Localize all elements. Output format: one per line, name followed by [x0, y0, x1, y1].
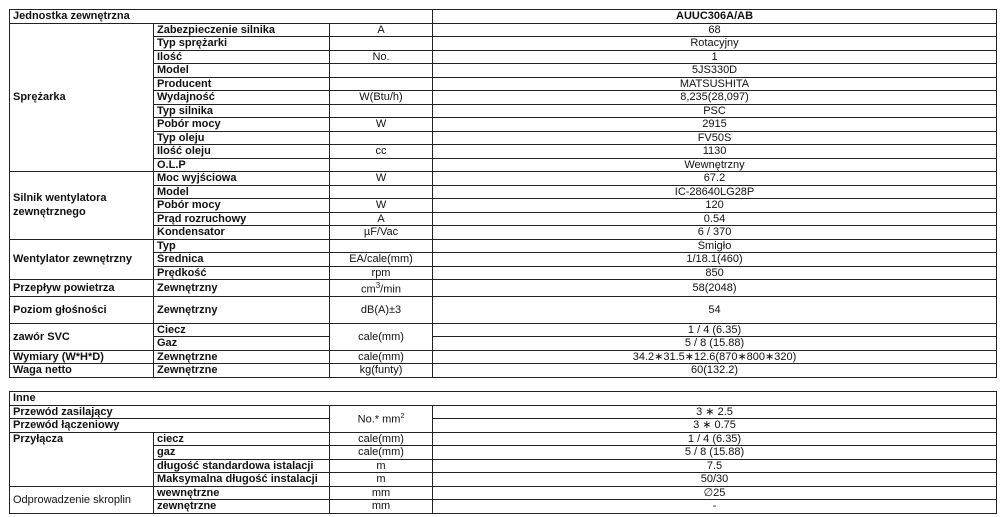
row-label: Maksymalna długość instalacji	[154, 473, 330, 487]
table-row	[10, 199, 997, 213]
table-row	[10, 172, 997, 186]
row-unit: W	[330, 118, 433, 132]
row-unit: cale(mm)	[330, 350, 433, 364]
table-row	[10, 118, 997, 132]
row-unit: No.	[330, 50, 433, 64]
table-row	[10, 145, 997, 159]
row-label: Typ sprężarki	[154, 37, 330, 51]
row-value: 1130	[433, 145, 997, 159]
row-label: Zewnętrzne	[154, 350, 330, 364]
row-value: Rotacyjny	[433, 37, 997, 51]
row-value: 5JS330D	[433, 64, 997, 78]
row-label: Typ silnika	[154, 104, 330, 118]
row-value: Wewnętrzny	[433, 158, 997, 172]
row-value: 3 ∗ 0.75	[433, 419, 997, 433]
row-unit: A	[330, 23, 433, 37]
group-airflow: Przepływ powietrza	[10, 280, 154, 297]
table-row	[10, 185, 997, 199]
table-row	[10, 239, 997, 253]
group-connections: Przyłącza	[10, 432, 154, 486]
table-row	[10, 91, 997, 105]
table-row	[10, 212, 997, 226]
table-header-row	[10, 392, 997, 406]
row-value: 1	[433, 50, 997, 64]
row-label: gaz	[154, 446, 330, 460]
row-value: 58(2048)	[433, 280, 997, 297]
row-value: 50/30	[433, 473, 997, 487]
table-row	[10, 446, 997, 460]
row-label: Zewnętrzne	[154, 364, 330, 378]
row-label: Średnica	[154, 253, 330, 267]
row-value: 3 ∗ 2.5	[433, 405, 997, 419]
row-value: 7.5	[433, 459, 997, 473]
row-unit	[330, 131, 433, 145]
row-unit: mm	[330, 500, 433, 514]
table-row	[10, 158, 997, 172]
row-unit	[330, 239, 433, 253]
row-label: wewnętrzne	[154, 486, 330, 500]
row-unit: m	[330, 459, 433, 473]
row-unit: rpm	[330, 266, 433, 280]
row-unit: m	[330, 473, 433, 487]
row-unit	[330, 185, 433, 199]
row-value: 34.2∗31.5∗12.6(870∗800∗320)	[433, 350, 997, 364]
table-row	[10, 419, 997, 433]
table-row	[10, 131, 997, 145]
section-title: Inne	[10, 392, 997, 406]
row-value: 6 / 370	[433, 226, 997, 240]
table-row	[10, 323, 997, 337]
row-unit: kg(funty)	[330, 364, 433, 378]
row-label: Prędkość	[154, 266, 330, 280]
row-label: Zewnętrzny	[154, 280, 330, 297]
row-unit: No.* $mm^2$	[330, 405, 433, 432]
table-row	[10, 500, 997, 514]
table-row	[10, 77, 997, 91]
group-fan-motor: Silnik wentylatora zewnętrznego	[10, 172, 154, 240]
row-value: PSC	[433, 104, 997, 118]
row-unit: EA/cale(mm)	[330, 253, 433, 267]
row-unit: cale(mm)	[330, 446, 433, 460]
row-label: Pobór mocy	[154, 199, 330, 213]
row-unit: cale(mm)	[330, 432, 433, 446]
row-label: Model	[154, 64, 330, 78]
row-value: 5 / 8 (15.88)	[433, 337, 997, 351]
row-unit: dB(A)±3	[330, 296, 433, 323]
row-value: MATSUSHITA	[433, 77, 997, 91]
row-unit: mm	[330, 486, 433, 500]
row-value: 1 / 4 (6.35)	[433, 432, 997, 446]
row-label: Gaz	[154, 337, 330, 351]
table-row	[10, 37, 997, 51]
row-label: Ilość	[154, 50, 330, 64]
table-row	[10, 226, 997, 240]
row-unit	[330, 77, 433, 91]
model-code: AUUC306A/AB	[433, 10, 997, 24]
table-row	[10, 473, 997, 487]
row-unit: $cm^3/\min$	[330, 280, 433, 297]
table-row	[10, 280, 997, 297]
table-row	[10, 459, 997, 473]
row-unit	[330, 64, 433, 78]
group-svc-valve: zawór SVC	[10, 323, 154, 350]
row-value: 0.54	[433, 212, 997, 226]
row-value: 1 / 4 (6.35)	[433, 323, 997, 337]
table-row	[10, 253, 997, 267]
table-header-row	[10, 10, 997, 24]
row-unit	[330, 158, 433, 172]
table-row	[10, 266, 997, 280]
row-label: Typ oleju	[154, 131, 330, 145]
table-row	[10, 486, 997, 500]
row-unit: W	[330, 172, 433, 186]
group-compressor: Sprężarka	[10, 23, 154, 172]
row-label: zewnętrzne	[154, 500, 330, 514]
row-unit: cale(mm)	[330, 323, 433, 350]
row-value: 850	[433, 266, 997, 280]
row-value: 68	[433, 23, 997, 37]
row-label: Moc wyjściowa	[154, 172, 330, 186]
row-label: ciecz	[154, 432, 330, 446]
group-noise-level: Poziom głośności	[10, 296, 154, 323]
row-label: Ciecz	[154, 323, 330, 337]
row-unit	[330, 104, 433, 118]
table-row	[10, 350, 997, 364]
group-net-weight: Waga netto	[10, 364, 154, 378]
row-value: FV50S	[433, 131, 997, 145]
row-label: Kondensator	[154, 226, 330, 240]
row-label: Przewód łączeniowy	[10, 419, 330, 433]
row-value: 54	[433, 296, 997, 323]
row-value: 120	[433, 199, 997, 213]
row-value: 8,235(28,097)	[433, 91, 997, 105]
row-value: ∅25	[433, 486, 997, 500]
row-value: 60(132.2)	[433, 364, 997, 378]
table-row	[10, 364, 997, 378]
row-value: IC-28640LG28P	[433, 185, 997, 199]
row-label: Wydajność	[154, 91, 330, 105]
section-title: Jednostka zewnętrzna	[10, 10, 433, 24]
row-unit: cc	[330, 145, 433, 159]
table-row	[10, 50, 997, 64]
table-row	[10, 104, 997, 118]
row-label: Zewnętrzny	[154, 296, 330, 323]
row-value: 5 / 8 (15.88)	[433, 446, 997, 460]
row-label: O.L.P	[154, 158, 330, 172]
row-value: 2915	[433, 118, 997, 132]
table-row	[10, 64, 997, 78]
row-label: Producent	[154, 77, 330, 91]
row-value: 67.2	[433, 172, 997, 186]
row-unit: A	[330, 212, 433, 226]
table-row	[10, 432, 997, 446]
outdoor-unit-spec-table	[9, 9, 997, 378]
row-label: Prąd rozruchowy	[154, 212, 330, 226]
other-spec-table	[9, 391, 997, 514]
row-unit: W	[330, 199, 433, 213]
table-row	[10, 23, 997, 37]
row-label: Przewód zasilający	[10, 405, 330, 419]
row-unit: µF/Vac	[330, 226, 433, 240]
row-label: Zabezpieczenie silnika	[154, 23, 330, 37]
row-unit	[330, 37, 433, 51]
group-dimensions: Wymiary (W*H*D)	[10, 350, 154, 364]
row-label: długość standardowa istalacji	[154, 459, 330, 473]
row-label: Pobór mocy	[154, 118, 330, 132]
table-row	[10, 337, 997, 351]
row-value: 1/18.1(460)	[433, 253, 997, 267]
row-unit: W(Btu/h)	[330, 91, 433, 105]
row-label: Typ	[154, 239, 330, 253]
group-outdoor-fan: Wentylator zewnętrzny	[10, 239, 154, 280]
group-condensate-drain: Odprowadzenie skroplin	[10, 486, 154, 513]
row-value: -	[433, 500, 997, 514]
table-row	[10, 405, 997, 419]
row-label: Ilość oleju	[154, 145, 330, 159]
table-row	[10, 296, 997, 323]
row-value: Śmigło	[433, 239, 997, 253]
row-label: Model	[154, 185, 330, 199]
